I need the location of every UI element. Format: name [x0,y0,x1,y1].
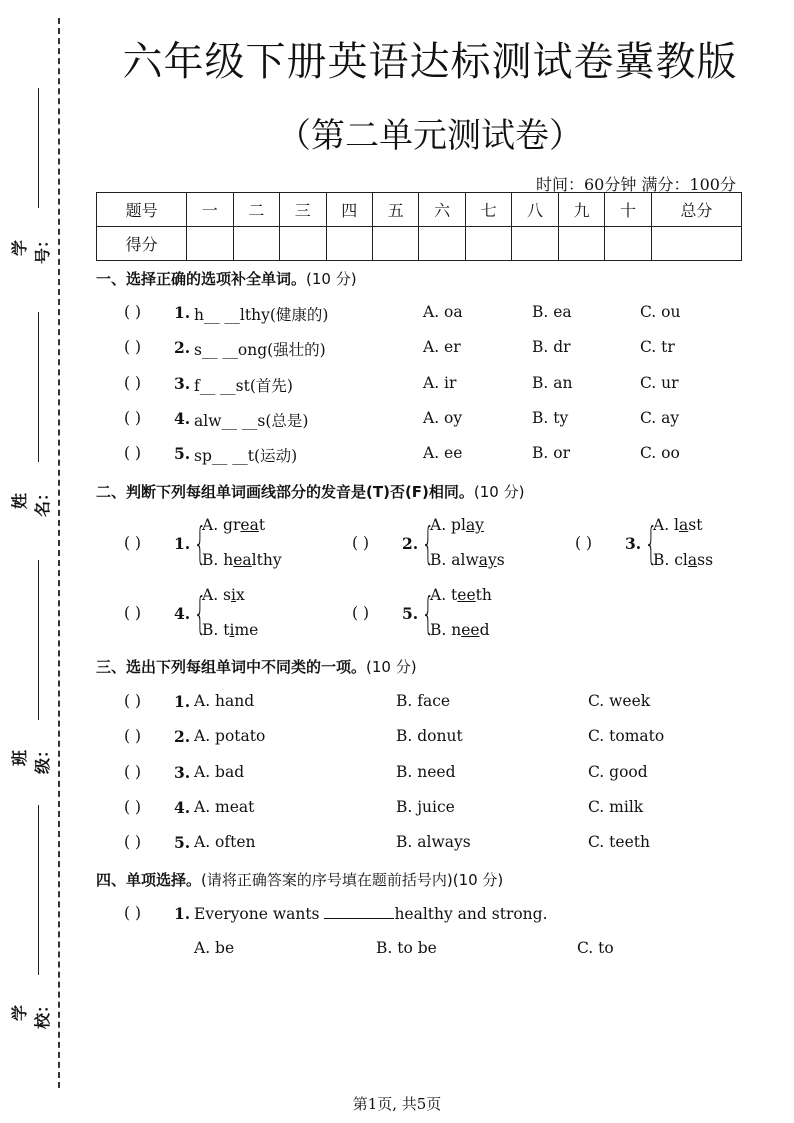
brace-icon: { [421,518,435,569]
name-label: 姓名： [10,485,52,518]
option-b: B. donut [396,727,463,746]
option-c: C. teeth [588,833,650,852]
score-input-cell[interactable] [605,227,651,261]
question-number: 4. [174,797,191,817]
option-c: C. ay [640,408,680,427]
option-b: B. juice [396,797,455,816]
option-a: A. bad [194,762,245,781]
question-number: 2. [174,727,191,747]
score-table [96,192,742,261]
name-line [38,312,39,462]
answer-bracket[interactable]: ( ) [124,692,142,710]
answer-bracket[interactable]: ( ) [124,797,142,816]
question-number: 4. [174,408,191,428]
question-number: 5. [402,604,419,623]
option-a: A. potato [194,727,266,746]
answer-bracket[interactable]: ( ) [124,604,142,622]
score-table-cell: 三 [280,193,326,227]
word-b-start: B. alw [430,551,479,569]
score-table-cell: 八 [512,193,558,227]
brace-icon: { [421,588,435,639]
option-c: C. tr [640,338,675,357]
option-a: A. oy [423,408,463,427]
question-number: 3. [174,373,191,393]
score-input-cell[interactable] [651,227,741,261]
word-a-start: A. gr [202,516,241,534]
section-2-heading: 二、判断下列每组单词画线部分的发音是(T)否(F)相同。 [96,483,474,501]
underlined-part: a [687,551,698,569]
word-a [202,516,265,534]
option-c: C. tomato [588,727,665,746]
option-c: C. to [577,939,614,957]
question-number: 3. [174,762,191,782]
word-b-start: B. cl [653,551,688,569]
score-table-cell: 七 [465,193,511,227]
page-subtitle: （第二单元测试卷） [277,116,583,156]
option-c: C. ur [640,373,679,392]
option-c: C. oo [640,444,680,463]
option-c: C. week [588,692,651,710]
answer-bracket[interactable]: ( ) [124,904,142,922]
question-number: 2. [402,534,419,553]
question-number: 2. [174,338,191,358]
answer-bracket[interactable]: ( ) [352,534,370,552]
word-a-end: t [258,516,266,534]
word-b-end: d [479,621,490,639]
score-input-cell[interactable] [512,227,558,261]
answer-bracket[interactable]: ( ) [124,373,142,392]
score-table-score-row [97,227,742,261]
word-a [653,516,702,534]
option-a: A. be [194,939,235,957]
question-stem-start: Everyone wants [194,905,320,923]
question-stem-end: healthy and strong. [394,905,548,923]
score-table-cell: 一 [187,193,233,227]
option-c: C. ou [640,303,681,321]
score-table-cell: 五 [372,193,418,227]
section-1-title [96,268,357,289]
time-info: 时间：60分钟 满分：100分 [536,175,736,194]
score-row-label: 得分 [97,227,187,261]
word-a-end: st [688,516,703,534]
underlined-part: ee [461,621,480,639]
section-4-title [96,869,503,890]
brace-icon: { [193,518,207,569]
question-word: sp__ __t(运动) [194,447,298,466]
question-number: 1. [174,692,191,711]
option-a: A. er [423,338,461,357]
student-id-line [38,88,39,208]
score-input-cell[interactable] [280,227,326,261]
section-1-points: (10 分) [306,270,357,288]
word-b [202,621,258,639]
word-a [430,586,492,604]
option-b: B. ty [532,408,569,427]
brace-icon: { [644,518,658,569]
underlined-part: i [231,586,236,604]
underlined-part: ea [240,516,259,534]
option-a: A. hand [194,692,255,710]
word-b-end: s [496,551,505,569]
score-table-header-row [97,193,742,227]
answer-bracket[interactable]: ( ) [575,534,593,552]
score-input-cell[interactable] [465,227,511,261]
answer-bracket[interactable]: ( ) [124,727,142,746]
option-b: B. to be [376,939,437,957]
page-title: 六年级下册英语达标测试卷冀教版 [122,39,738,85]
option-b: B. always [396,833,471,852]
underlined-part: i [229,621,235,639]
section-3-points: (10 分) [366,658,417,676]
underlined-part: ay [478,551,497,569]
question-word: s__ __ong(强壮的) [194,341,326,360]
word-a [430,516,484,534]
underlined-part: ay [465,516,484,534]
answer-bracket[interactable]: ( ) [124,534,142,552]
score-table-cell: 九 [558,193,604,227]
option-b: B. dr [532,338,571,357]
answer-bracket[interactable]: ( ) [124,408,142,427]
score-input-cell[interactable] [558,227,604,261]
brace-icon: { [193,588,207,639]
word-b-start: B. n [430,621,462,639]
answer-bracket[interactable]: ( ) [124,303,142,321]
score-table-cell: 总分 [651,193,741,227]
answer-bracket[interactable]: ( ) [124,444,142,463]
word-b-start: B. t [202,621,230,639]
page-footer: 第1页, 共5页 [352,1095,442,1113]
word-a-start: A. s [202,586,232,604]
answer-bracket[interactable]: ( ) [124,833,142,852]
word-b-end: ss [697,551,714,569]
word-b [202,551,282,569]
score-input-cell[interactable] [419,227,465,261]
word-b [653,551,713,569]
word-a-end: th [475,586,492,604]
underlined-part: ea [233,551,252,569]
score-table-cell: 二 [233,193,279,227]
section-2-points: (10 分) [473,483,525,501]
option-a: A. ir [423,373,457,392]
word-b [430,621,490,639]
class-line [38,560,39,720]
score-input-cell[interactable] [187,227,233,261]
class-label: 班级： [10,742,52,775]
student-id-label: 学号： [10,232,52,265]
question-number: 3. [625,534,642,553]
word-a-start: A. t [430,586,458,604]
score-table-cell: 六 [419,193,465,227]
option-b: B. an [532,373,573,392]
school-label: 学校： [10,997,52,1030]
word-b-start: B. h [202,551,234,569]
question-number: 5. [174,833,191,853]
question-number: 4. [174,604,191,623]
section-4-heading: 四、单项选择。 [96,871,202,889]
word-a [202,586,245,604]
fill-blank[interactable] [324,904,394,919]
option-a: A. ee [423,444,463,463]
section-3-title [96,656,417,677]
section-2-title [96,481,524,502]
binding-dashed-line [58,18,60,1088]
score-table-cell: 十 [605,193,651,227]
question-number: 5. [174,444,191,464]
option-a: A. meat [194,797,255,816]
word-a-start: A. l [653,516,680,534]
underlined-part: a [679,516,689,534]
word-b-end: me [234,621,259,639]
answer-bracket[interactable]: ( ) [124,338,142,357]
word-b [430,551,505,569]
underlined-part: ee [457,586,476,604]
question-word: alw__ __s(总是) [194,411,309,430]
question-number: 1. [174,303,191,322]
score-input-cell[interactable] [372,227,418,261]
score-table-cell: 四 [326,193,372,227]
score-input-cell[interactable] [326,227,372,261]
question-number: 1. [174,534,191,553]
word-b-end: lthy [251,551,282,569]
option-b: B. ea [532,303,572,321]
answer-bracket[interactable]: ( ) [124,762,142,781]
word-a-start: A. pl [430,516,466,534]
option-b: B. or [532,444,570,463]
score-input-cell[interactable] [233,227,279,261]
option-a: A. oa [423,303,463,321]
school-line [38,805,39,975]
answer-bracket[interactable]: ( ) [352,604,370,622]
option-b: B. face [396,692,451,710]
question-number: 1. [174,904,191,923]
word-a-end: x [235,586,245,604]
option-c: C. good [588,762,648,781]
question-word: h__ __lthy(健康的) [194,306,329,324]
score-table-cell: 题号 [97,193,187,227]
option-c: C. milk [588,797,644,816]
option-b: B. need [396,762,456,781]
section-1-heading: 一、选择正确的选项补全单词。 [96,270,307,288]
question-stem [194,904,548,923]
question-word: f__ __st(首先) [194,376,293,395]
option-a: A. often [194,833,256,852]
section-4-points: (请将正确答案的序号填在题前括号内)(10 分) [201,871,504,889]
section-3-heading: 三、选出下列每组单词中不同类的一项。 [96,658,367,676]
